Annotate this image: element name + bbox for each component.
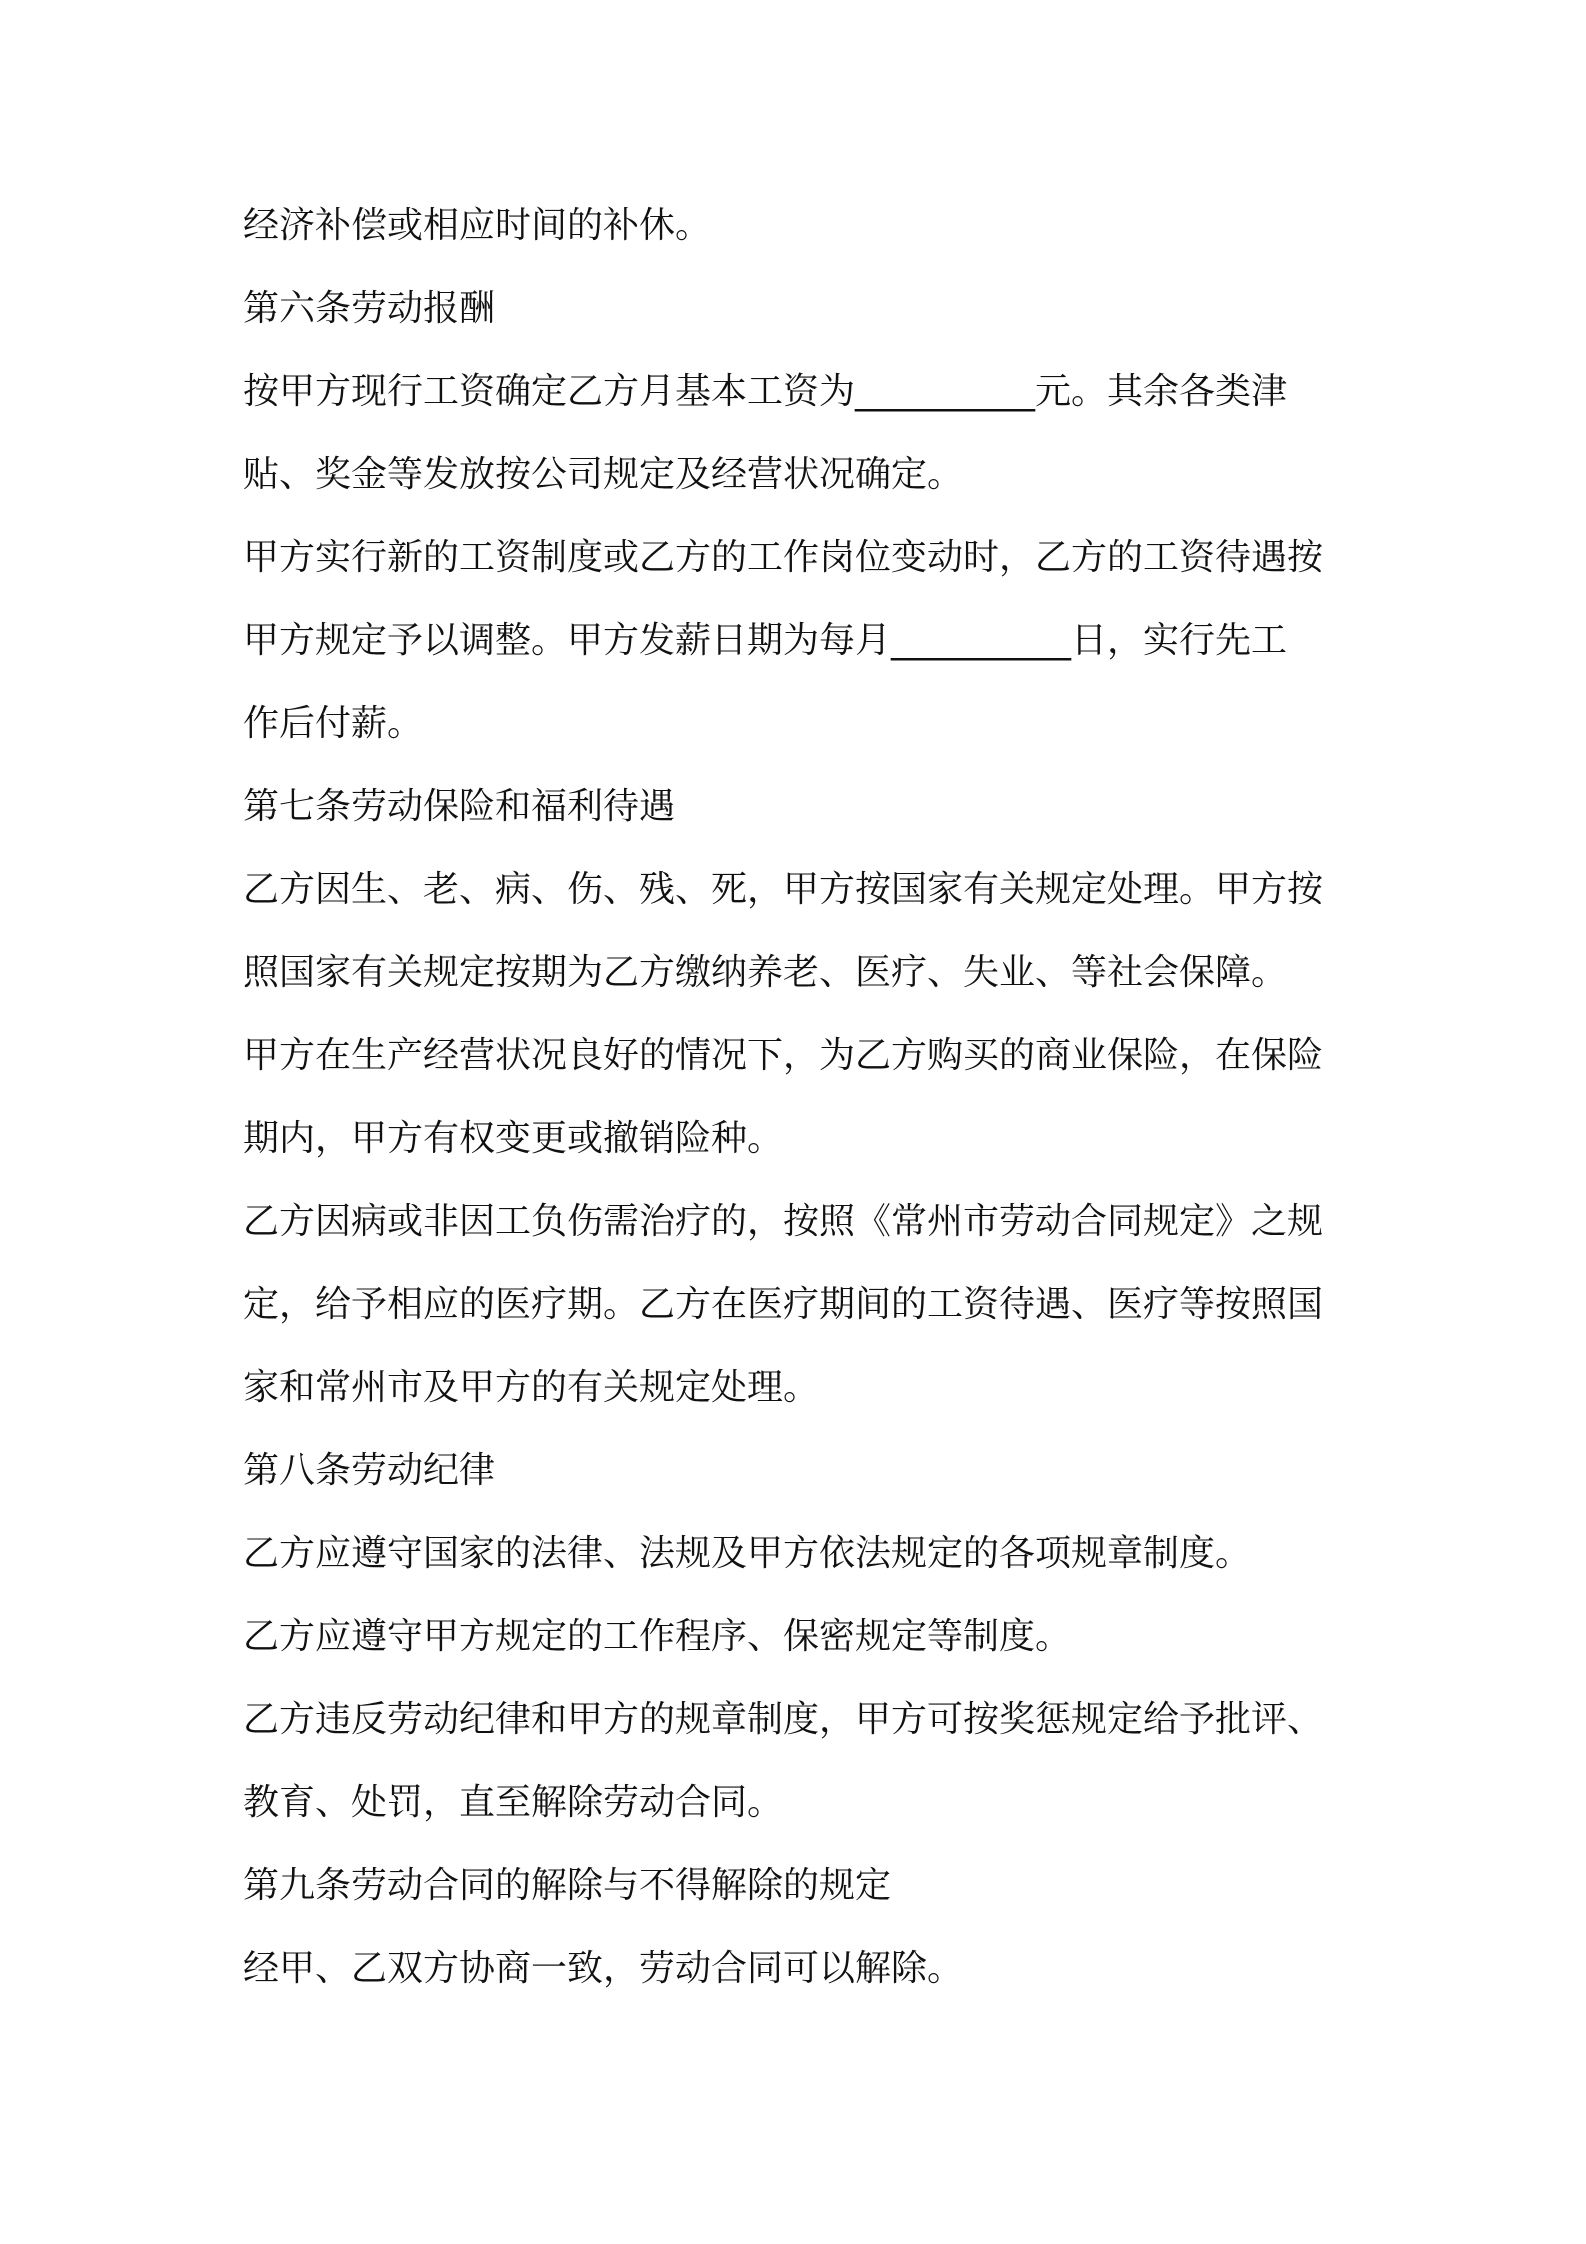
section-heading: 第九条劳动合同的解除与不得解除的规定 [243,1865,892,1906]
text-line: 甲方实行新的工资制度或乙方的工作岗位变动时，乙方的工资待遇按 [243,537,1324,578]
text-line: 期内，甲方有权变更或撤销险种。 [243,1118,784,1159]
section-heading: 第七条劳动保险和福利待遇 [243,786,676,827]
text-line: 经济补偿或相应时间的补休。 [243,205,712,246]
text-line: 乙方因病或非因工负伤需治疗的，按照《常州市劳动合同规定》之规 [243,1201,1324,1242]
text-line: 乙方应遵守国家的法律、法规及甲方依法规定的各项规章制度。 [243,1533,1252,1574]
text-line: 乙方因生、老、病、伤、残、死，甲方按国家有关规定处理。甲方按 [243,869,1324,910]
section-heading: 第八条劳动纪律 [243,1450,496,1491]
text-line: 贴、奖金等发放按公司规定及经营状况确定。 [243,454,964,495]
text-line: 家和常州市及甲方的有关规定处理。 [243,1367,820,1408]
text-line: 按甲方现行工资确定乙方月基本工资为__________元。其余各类津 [243,371,1288,412]
text-line: 甲方在生产经营状况良好的情况下，为乙方购买的商业保险，在保险 [243,1035,1324,1076]
text-line: 乙方应遵守甲方规定的工作程序、保密规定等制度。 [243,1616,1072,1657]
text-line: 甲方规定予以调整。甲方发薪日期为每月__________日，实行先工 [243,620,1288,661]
text-line: 经甲、乙双方协商一致，劳动合同可以解除。 [243,1948,964,1989]
text-line: 作后付薪。 [243,703,424,744]
text-line: 照国家有关规定按期为乙方缴纳养老、医疗、失业、等社会保障。 [243,952,1288,993]
text-line: 乙方违反劳动纪律和甲方的规章制度，甲方可按奖惩规定给予批评、 [243,1699,1324,1740]
text-line: 教育、处罚，直至解除劳动合同。 [243,1782,784,1823]
section-heading: 第六条劳动报酬 [243,288,496,329]
text-line: 定，给予相应的医疗期。乙方在医疗期间的工资待遇、医疗等按照国 [243,1284,1324,1325]
